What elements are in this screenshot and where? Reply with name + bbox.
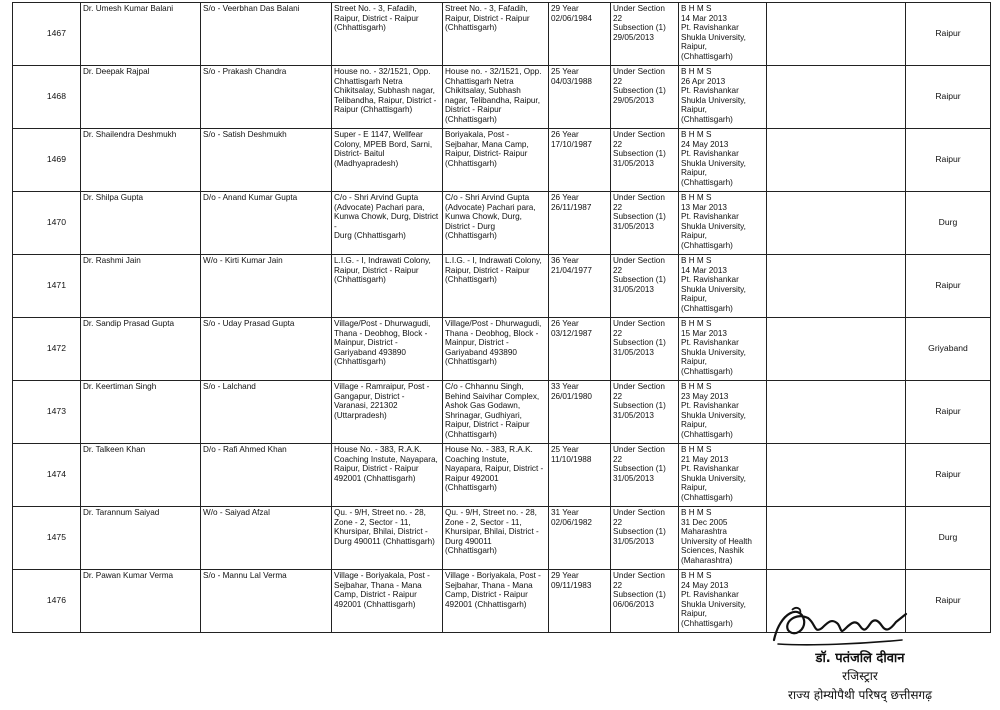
relation: S/o - Satish Deshmukh — [201, 129, 332, 192]
age-dob: 31 Year 02/06/1982 — [549, 507, 611, 570]
registration-table — [12, 2, 991, 633]
relation: S/o - Lalchand — [201, 381, 332, 444]
age-dob: 29 Year 09/11/1983 — [549, 570, 611, 633]
relation: S/o - Mannu Lal Verma — [201, 570, 332, 633]
age-dob: 26 Year 26/11/1987 — [549, 192, 611, 255]
correspondence-address: L.I.G. - I, Indrawati Colony, Raipur, District - Raipur (Chhattisgarh) — [443, 255, 549, 318]
qualification: B H M S 14 Mar 2013 Pt. Ravishankar Shukla University, Raipur, (Chhattisgarh) — [679, 3, 767, 66]
qualification: B H M S 31 Dec 2005 Maharashtra University of Health Sciences, Nashik (Maharashtra) — [679, 507, 767, 570]
permanent-address: Super - E 1147, Wellfear Colony, MPEB Bord, Sarni, District- Baitul (Madhyapradesh) — [332, 129, 443, 192]
qualification: B H M S 24 May 2013 Pt. Ravishankar Shukla University, Raipur, (Chhattisgarh) — [679, 129, 767, 192]
correspondence-address: Qu. - 9/H, Street no. - 28, Zone - 2, Sector - 11, Khursipar, Bhilai, District - Durg 490011 (Chhattisgarh) — [443, 507, 549, 570]
registration-section: Under Section 22 Subsection (1) 31/05/2013 — [611, 444, 679, 507]
blank-cell — [767, 318, 906, 381]
doctor-name: Dr. Shilpa Gupta — [81, 192, 201, 255]
relation: D/o - Rafi Ahmed Khan — [201, 444, 332, 507]
correspondence-address: Village/Post - Dhurwagudi, Thana - Deobhog, Block - Mainpur, District - Gariyaband 493890 (Chhattisgarh) — [443, 318, 549, 381]
table-row — [13, 129, 991, 192]
district: Durg — [906, 507, 991, 570]
correspondence-address: Village - Boriyakala, Post - Sejbahar, Thana - Mana Camp, District - Raipur 492001 (Chhattisgarh) — [443, 570, 549, 633]
handwritten-signature — [770, 600, 910, 648]
table-row — [13, 507, 991, 570]
registrar-signature-block — [740, 600, 980, 708]
permanent-address: C/o - Shri Arvind Gupta (Advocate) Pachari para, Kunwa Chowk, Durg, District - Durg (Chhattisgarh) — [332, 192, 443, 255]
age-dob: 29 Year 02/06/1984 — [549, 3, 611, 66]
permanent-address: House No. - 383, R.A.K. Coaching Instute, Nayapara, Raipur, District - Raipur 492001 (Chhattisgarh) — [332, 444, 443, 507]
correspondence-address: House no. - 32/1521, Opp. Chhattisgarh Netra Chikitsalay, Subhash nagar, Telibandha, Raipur, District - Raipur (Chhattisgarh) — [443, 66, 549, 129]
district: Raipur — [906, 381, 991, 444]
district: Raipur — [906, 3, 991, 66]
doctor-name: Dr. Tarannum Saiyad — [81, 507, 201, 570]
relation: W/o - Saiyad Afzal — [201, 507, 332, 570]
correspondence-address: C/o - Shri Arvind Gupta (Advocate) Pachari para, Kunwa Chowk, Durg, District - Durg (Chhattisgarh) — [443, 192, 549, 255]
age-dob: 25 Year 04/03/1988 — [549, 66, 611, 129]
serial-number: 1476 — [13, 570, 81, 633]
table-row — [13, 318, 991, 381]
district: Griyaband — [906, 318, 991, 381]
registrar-name: डॉ. पतंजलि दीवान — [815, 651, 905, 666]
correspondence-address: Street No. - 3, Fafadih, Raipur, District - Raipur (Chhattisgarh) — [443, 3, 549, 66]
relation: S/o - Uday Prasad Gupta — [201, 318, 332, 381]
relation: S/o - Veerbhan Das Balani — [201, 3, 332, 66]
serial-number: 1472 — [13, 318, 81, 381]
registration-section: Under Section 22 Subsection (1) 31/05/2013 — [611, 507, 679, 570]
serial-number: 1475 — [13, 507, 81, 570]
registrar-title: रजिस्ट्रार — [842, 669, 878, 683]
registration-section: Under Section 22 Subsection (1) 06/06/2013 — [611, 570, 679, 633]
qualification: B H M S 23 May 2013 Pt. Ravishankar Shukla University, Raipur, (Chhattisgarh) — [679, 381, 767, 444]
serial-number: 1467 — [13, 3, 81, 66]
relation: W/o - Kirti Kumar Jain — [201, 255, 332, 318]
district: Raipur — [906, 570, 991, 633]
qualification: B H M S 26 Apr 2013 Pt. Ravishankar Shukla University, Raipur, (Chhattisgarh) — [679, 66, 767, 129]
blank-cell — [767, 381, 906, 444]
registration-section: Under Section 22 Subsection (1) 29/05/2013 — [611, 66, 679, 129]
relation: S/o - Prakash Chandra — [201, 66, 332, 129]
table-row — [13, 66, 991, 129]
correspondence-address: Boriyakala, Post - Sejbahar, Mana Camp, Raipur, District- Raipur (Chhattisgarh) — [443, 129, 549, 192]
doctor-name: Dr. Pawan Kumar Verma — [81, 570, 201, 633]
district: Raipur — [906, 66, 991, 129]
blank-cell — [767, 444, 906, 507]
permanent-address: Village/Post - Dhurwagudi, Thana - Deobhog, Block - Mainpur, District - Gariyaband 493890 (Chhattisgarh) — [332, 318, 443, 381]
registration-section: Under Section 22 Subsection (1) 31/05/2013 — [611, 255, 679, 318]
blank-cell — [767, 255, 906, 318]
permanent-address: Village - Ramraipur, Post - Gangapur, District - Varanasi, 221302 (Uttarpradesh) — [332, 381, 443, 444]
serial-number: 1468 — [13, 66, 81, 129]
registration-section: Under Section 22 Subsection (1) 31/05/2013 — [611, 129, 679, 192]
council-name: राज्य होम्योपैथी परिषद् छत्तीसगढ़ — [788, 688, 932, 702]
table-row — [13, 255, 991, 318]
correspondence-address: C/o - Chhannu Singh, Behind Saivihar Complex, Ashok Gas Godawn, Shrinagar, Gudhiyari, Raipur, District - Raipur (Chhattisgarh) — [443, 381, 549, 444]
age-dob: 26 Year 03/12/1987 — [549, 318, 611, 381]
age-dob: 25 Year 11/10/1988 — [549, 444, 611, 507]
doctor-name: Dr. Rashmi Jain — [81, 255, 201, 318]
permanent-address: L.I.G. - I, Indrawati Colony, Raipur, District - Raipur (Chhattisgarh) — [332, 255, 443, 318]
permanent-address: Qu. - 9/H, Street no. - 28, Zone - 2, Sector - 11, Khursipar, Bhilai, District - Durg 490011 (Chhattisgarh) — [332, 507, 443, 570]
doctor-name: Dr. Deepak Rajpal — [81, 66, 201, 129]
blank-cell — [767, 129, 906, 192]
doctor-name: Dr. Sandip Prasad Gupta — [81, 318, 201, 381]
doctor-name: Dr. Shailendra Deshmukh — [81, 129, 201, 192]
serial-number: 1473 — [13, 381, 81, 444]
correspondence-address: House No. - 383, R.A.K. Coaching Instute, Nayapara, Raipur, District - Raipur 492001 (Chhattisgarh) — [443, 444, 549, 507]
blank-cell — [767, 192, 906, 255]
permanent-address: Street No. - 3, Fafadih, Raipur, District - Raipur (Chhattisgarh) — [332, 3, 443, 66]
district: Durg — [906, 192, 991, 255]
serial-number: 1471 — [13, 255, 81, 318]
qualification: B H M S 14 Mar 2013 Pt. Ravishankar Shukla University, Raipur, (Chhattisgarh) — [679, 255, 767, 318]
blank-cell — [767, 66, 906, 129]
doctor-name: Dr. Talkeen Khan — [81, 444, 201, 507]
qualification: B H M S 24 May 2013 Pt. Ravishankar Shukla University, Raipur, (Chhattisgarh) — [679, 570, 767, 633]
registration-section: Under Section 22 Subsection (1) 31/05/2013 — [611, 318, 679, 381]
registration-section: Under Section 22 Subsection (1) 31/05/2013 — [611, 381, 679, 444]
district: Raipur — [906, 129, 991, 192]
district: Raipur — [906, 444, 991, 507]
doctor-name: Dr. Keertiman Singh — [81, 381, 201, 444]
registration-section: Under Section 22 Subsection (1) 31/05/2013 — [611, 192, 679, 255]
permanent-address: Village - Boriyakala, Post - Sejbahar, Thana - Mana Camp, District - Raipur 492001 (Chhattisgarh) — [332, 570, 443, 633]
district: Raipur — [906, 255, 991, 318]
qualification: B H M S 13 Mar 2013 Pt. Ravishankar Shukla University, Raipur, (Chhattisgarh) — [679, 192, 767, 255]
age-dob: 33 Year 26/01/1980 — [549, 381, 611, 444]
table-row — [13, 192, 991, 255]
permanent-address: House no. - 32/1521, Opp. Chhattisgarh Netra Chikitsalay, Subhash nagar, Telibandha, Raipur, District - Raipur (Chhattisgarh) — [332, 66, 443, 129]
relation: D/o - Anand Kumar Gupta — [201, 192, 332, 255]
age-dob: 36 Year 21/04/1977 — [549, 255, 611, 318]
serial-number: 1469 — [13, 129, 81, 192]
qualification: B H M S 15 Mar 2013 Pt. Ravishankar Shukla University, Raipur, (Chhattisgarh) — [679, 318, 767, 381]
table-row — [13, 444, 991, 507]
table-row — [13, 3, 991, 66]
qualification: B H M S 21 May 2013 Pt. Ravishankar Shukla University, Raipur, (Chhattisgarh) — [679, 444, 767, 507]
blank-cell — [767, 507, 906, 570]
blank-cell — [767, 3, 906, 66]
registration-table-body — [13, 3, 991, 633]
table-row — [13, 381, 991, 444]
registration-section: Under Section 22 Subsection (1) 29/05/2013 — [611, 3, 679, 66]
serial-number: 1474 — [13, 444, 81, 507]
age-dob: 26 Year 17/10/1987 — [549, 129, 611, 192]
serial-number: 1470 — [13, 192, 81, 255]
doctor-name: Dr. Umesh Kumar Balani — [81, 3, 201, 66]
